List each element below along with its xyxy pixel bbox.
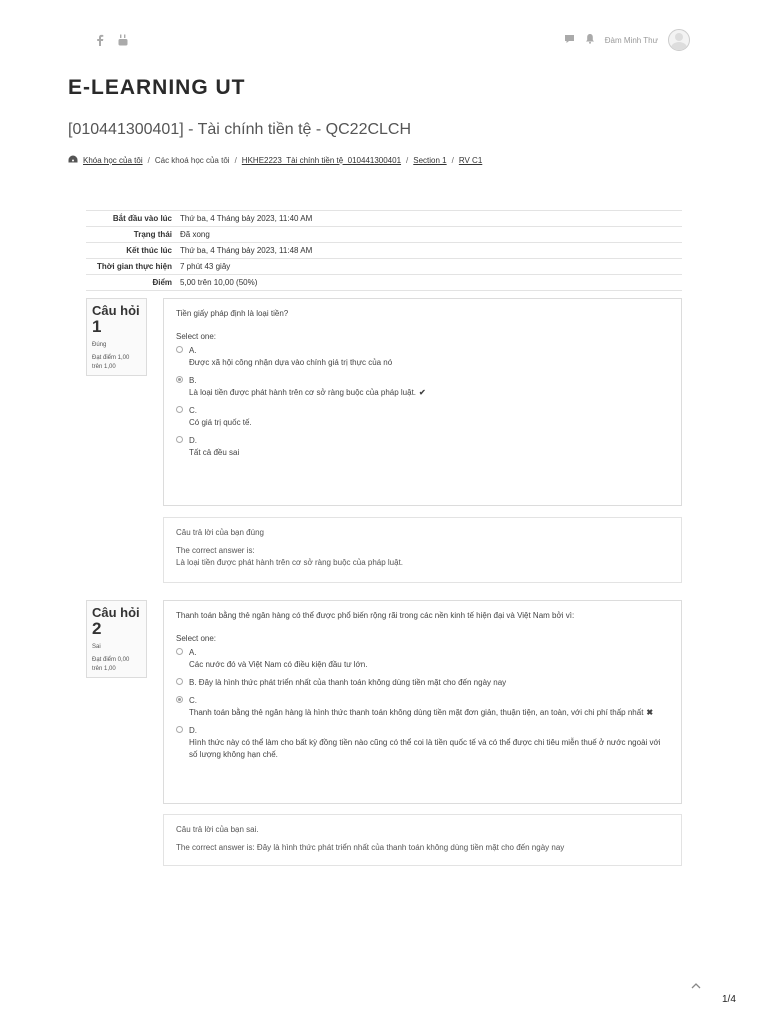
user-name[interactable]: Đàm Minh Thư	[604, 35, 658, 45]
radio-c[interactable]	[176, 406, 183, 413]
option-text: Có giá trị quốc tế.	[189, 418, 252, 427]
radio-c[interactable]	[176, 696, 183, 703]
summary-value: 7 phút 43 giây	[176, 259, 682, 275]
bell-icon[interactable]	[585, 31, 595, 49]
question-label: Câu hỏi	[92, 605, 140, 620]
breadcrumb-item-course[interactable]: HKHE2223_Tài chính tiền tệ_010441300401	[241, 155, 402, 165]
answer-option-a	[176, 345, 669, 369]
check-icon: ✔	[419, 388, 426, 397]
answer-option-c	[176, 695, 669, 719]
user-area	[564, 29, 690, 51]
page-title: [010441300401] - Tài chính tiền tệ - QC22CLCH	[68, 121, 412, 138]
summary-row	[86, 243, 682, 259]
grade-line: trên 1,00	[92, 364, 116, 370]
answer-option-a	[176, 647, 669, 671]
feedback-text: Câu trả lời của bạn đúng	[176, 528, 264, 537]
summary-value: Thứ ba, 4 Tháng bảy 2023, 11:48 AM	[176, 243, 682, 259]
question-label: Câu hỏi	[92, 303, 140, 318]
answer-option-c	[176, 405, 669, 429]
option-text: Được xã hội công nhận dựa vào chính giá trị thực của nó	[189, 358, 393, 367]
option-letter: A.	[189, 648, 197, 657]
question-text: Tiền giấy pháp định là loại tiền?	[176, 309, 289, 318]
summary-label: Điểm	[86, 275, 176, 291]
question-2-info	[86, 600, 147, 678]
chevron-up-icon[interactable]	[691, 978, 701, 992]
summary-row	[86, 211, 682, 227]
breadcrumb-item-section[interactable]: Section 1	[413, 155, 447, 165]
radio-b[interactable]	[176, 376, 183, 383]
option-text: Là loại tiền được phát hành trên cơ sở ràng buộc của pháp luật.	[189, 388, 417, 397]
option-letter: A.	[189, 346, 197, 355]
question-state: Đúng	[92, 342, 107, 348]
question-1-content	[163, 298, 682, 506]
summary-value: 5,00 trên 10,00 (50%)	[176, 275, 682, 291]
radio-b[interactable]	[176, 678, 183, 685]
radio-d[interactable]	[176, 726, 183, 733]
correct-answer-text: The correct answer is: Đây là hình thức phát triển nhất của thanh toán không dùng tiền mặt cho đến ngày nay	[176, 843, 565, 852]
summary-row	[86, 275, 682, 291]
summary-label: Thời gian thực hiện	[86, 259, 176, 275]
option-letter: B.	[189, 376, 197, 385]
summary-label: Trạng thái	[86, 227, 176, 243]
select-prompt: Select one:	[176, 332, 217, 341]
feedback-text: Câu trả lời của bạn sai.	[176, 825, 259, 834]
breadcrumb-separator: /	[451, 155, 454, 165]
summary-row	[86, 227, 682, 243]
option-letter: D.	[189, 726, 197, 735]
breadcrumb-separator: /	[234, 155, 237, 165]
question-grade	[92, 354, 141, 372]
chat-icon[interactable]	[564, 31, 575, 49]
site-logo[interactable]: E-LEARNING UT	[68, 76, 246, 99]
grade-line: Đạt điểm 0,00	[92, 657, 130, 663]
radio-a[interactable]	[176, 648, 183, 655]
answer-option-b	[176, 375, 669, 399]
cross-icon: ✖	[646, 708, 654, 717]
question-number: 2	[92, 619, 102, 638]
question-grade	[92, 656, 141, 674]
summary-label: Kết thúc lúc	[86, 243, 176, 259]
top-bar	[0, 26, 768, 56]
option-text: Các nước đó và Việt Nam có điều kiện đầu tư lớn.	[189, 660, 368, 669]
answer-option-d	[176, 435, 669, 459]
facebook-icon[interactable]	[96, 34, 104, 46]
option-text: Hình thức này có thể làm cho bất kỳ đồng tiền nào cũng có thể coi là tiền quốc tế và có thể được chi tiêu miễn thuế ở nước ngoài với số lượng không hạn chế.	[189, 738, 661, 759]
answer-option-b	[176, 677, 669, 689]
breadcrumb	[68, 155, 482, 165]
breadcrumb-item-courses: Các khoá học của tôi	[154, 155, 230, 165]
option-letter: C.	[189, 406, 197, 415]
option-text: Thanh toán bằng thẻ ngân hàng là hình thức thanh toán không dùng tiền mặt đơn giản, thuận tiện, an toàn, với chi phí thấp nhất	[189, 708, 644, 717]
youtube-icon[interactable]	[118, 34, 128, 46]
radio-d[interactable]	[176, 436, 183, 443]
breadcrumb-item-quiz[interactable]: RV C1	[458, 155, 483, 165]
dashboard-icon	[68, 155, 78, 165]
social-links	[96, 34, 128, 46]
summary-value: Thứ ba, 4 Tháng bảy 2023, 11:40 AM	[176, 211, 682, 227]
attempt-summary-table	[86, 210, 682, 291]
page-number: 1/4	[722, 994, 736, 1005]
question-2-content	[163, 600, 682, 804]
breadcrumb-separator: /	[147, 155, 150, 165]
avatar[interactable]	[668, 29, 690, 51]
question-text: Thanh toán bằng thẻ ngân hàng có thể được phổ biến rộng rãi trong các nền kinh tế hiện đại và Việt Nam bởi vì:	[176, 611, 575, 620]
question-number: 1	[92, 317, 102, 336]
breadcrumb-item-my-courses[interactable]: Khóa học của tôi	[83, 155, 143, 165]
summary-row	[86, 259, 682, 275]
summary-value: Đã xong	[176, 227, 682, 243]
grade-line: trên 1,00	[92, 666, 116, 672]
correct-answer-text: Là loại tiền được phát hành trên cơ sở ràng buộc của pháp luật.	[176, 558, 404, 567]
option-letter: D.	[189, 436, 197, 445]
question-1-info	[86, 298, 147, 376]
option-letter: B.	[189, 678, 197, 687]
breadcrumb-separator: /	[406, 155, 409, 165]
question-2-outcome	[163, 814, 682, 866]
option-text: Tất cả đều sai	[189, 448, 240, 457]
select-prompt: Select one:	[176, 634, 217, 643]
option-letter: C.	[189, 696, 197, 705]
answer-option-d	[176, 725, 669, 761]
option-text: Đây là hình thức phát triển nhất của thanh toán không dùng tiền mặt cho đến ngày nay	[198, 678, 507, 687]
grade-line: Đạt điểm 1,00	[92, 355, 130, 361]
question-state: Sai	[92, 644, 101, 650]
summary-label: Bắt đầu vào lúc	[86, 211, 176, 227]
radio-a[interactable]	[176, 346, 183, 353]
question-1-outcome	[163, 517, 682, 583]
correct-answer-label: The correct answer is:	[176, 546, 255, 555]
